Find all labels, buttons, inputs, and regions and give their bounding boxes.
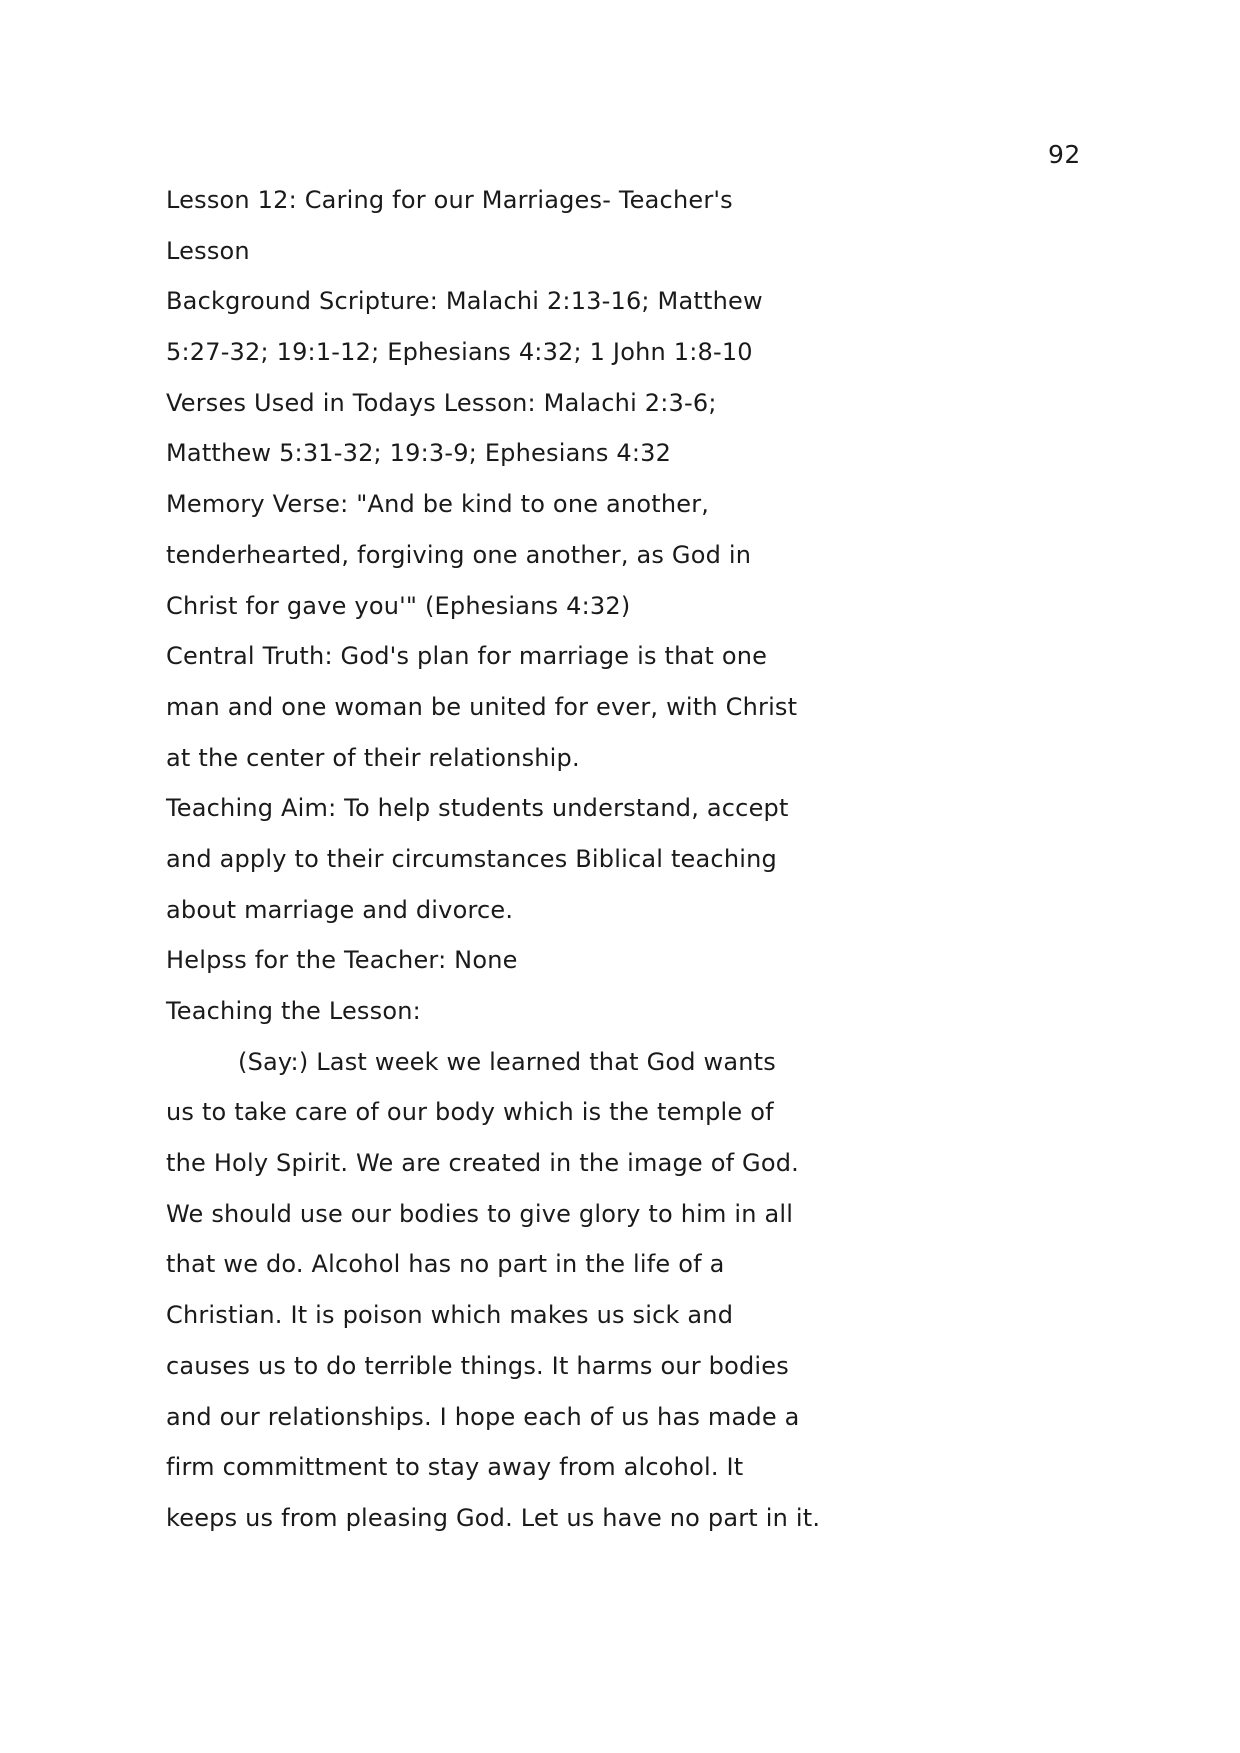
text-line: Teaching Aim: To help students understand, accept — [166, 794, 789, 823]
text-line: causes us to do terrible things. It harms our bodies — [166, 1351, 789, 1380]
text-line: Central Truth: God's plan for marriage is that one — [166, 642, 768, 671]
text-line: Memory Verse: "And be kind to one another, — [166, 490, 710, 519]
text-line: and our relationships. I hope each of us has made a — [166, 1402, 800, 1431]
text-line: Background Scripture: Malachi 2:13-16; Matthew — [166, 287, 763, 316]
text-line: the Holy Spirit. We are created in the image of God. — [166, 1149, 800, 1178]
text-line: firm committment to stay away from alcohol. It — [166, 1453, 744, 1482]
text-line: about marriage and divorce. — [166, 895, 514, 924]
text-line: 5:27-32; 19:1-12; Ephesians 4:32; 1 John 1:8-10 — [166, 338, 753, 367]
text-line: (Say:) Last week we learned that God wants — [238, 1047, 776, 1076]
text-line: Teaching the Lesson: — [166, 997, 421, 1025]
text-line: Matthew 5:31-32; 19:3-9; Ephesians 4:32 — [166, 439, 672, 468]
page-number: 92 — [1048, 140, 1081, 169]
text-line: that we do. Alcohol has no part in the life of a — [166, 1250, 725, 1279]
text-line: tenderhearted, forgiving one another, as God in — [166, 540, 752, 569]
text-line: us to take care of our body which is the temple of — [166, 1098, 774, 1127]
text-line: We should use our bodies to give glory to him in all — [166, 1199, 794, 1228]
text-line: keeps us from pleasing God. Let us have no part in it. — [166, 1503, 821, 1532]
text-line: at the center of their relationship. — [166, 743, 580, 772]
text-line: and apply to their circumstances Biblical teaching — [166, 844, 777, 873]
text-line: Lesson — [166, 236, 250, 265]
document-body — [166, 175, 1066, 1544]
text-line: Helpss for the Teacher: None — [166, 946, 518, 975]
text-line: man and one woman be united for ever, with Christ — [166, 692, 798, 721]
text-line: Lesson 12: Caring for our Marriages- Teacher's — [166, 186, 733, 214]
text-line: Christian. It is poison which makes us sick and — [166, 1301, 734, 1330]
text-line: Christ for gave you'" (Ephesians 4:32) — [166, 591, 631, 620]
text-line: Verses Used in Todays Lesson: Malachi 2:3-6; — [166, 388, 717, 417]
